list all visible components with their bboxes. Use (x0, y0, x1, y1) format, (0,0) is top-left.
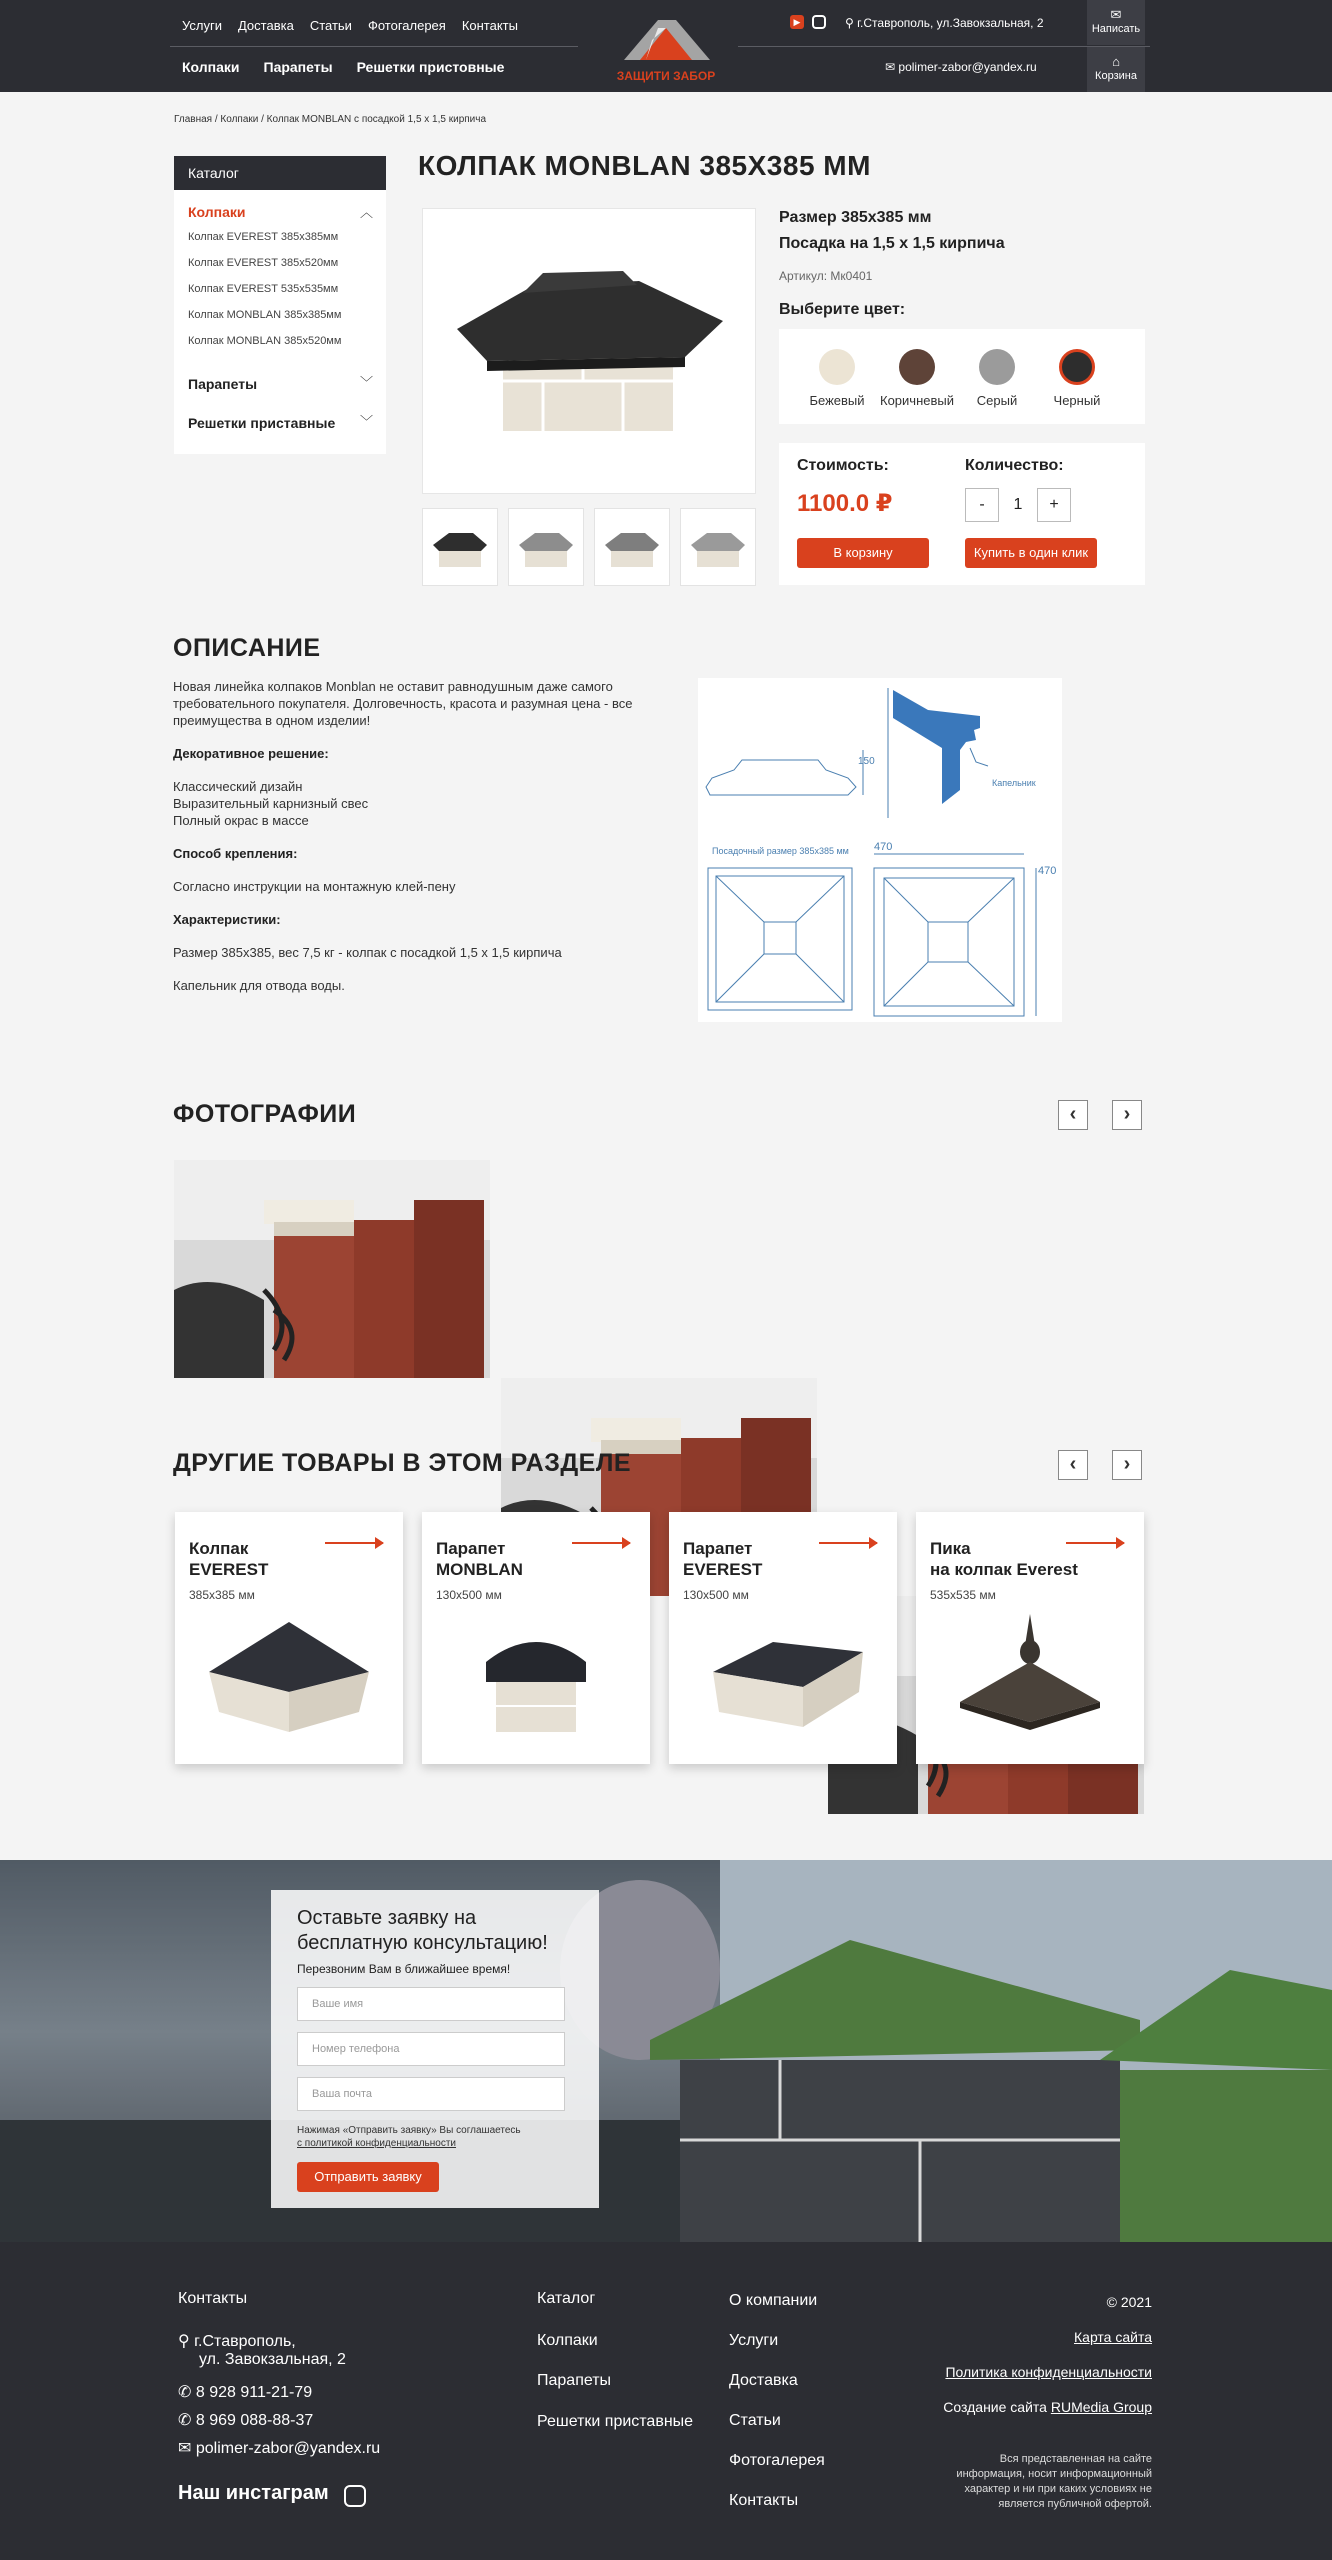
one-click-buy-button[interactable]: Купить в один клик (965, 538, 1097, 568)
mail-icon: ✉ (885, 60, 899, 74)
chevron-up-icon[interactable]: ︿ (360, 205, 374, 220)
nav-uslugi[interactable]: Услуги (182, 18, 222, 33)
site-credit (900, 2399, 1152, 2415)
mount-title-text: Способ крепления: (173, 846, 298, 861)
qty-plus-button[interactable]: + (1037, 488, 1071, 522)
sidebar-active-group[interactable]: Колпаки (188, 204, 246, 220)
footer-link[interactable]: Контакты (729, 2492, 799, 2509)
sidebar-item[interactable]: Колпак MONBLAN 385x520мм (188, 335, 342, 347)
phone-input[interactable]: Номер телефона (297, 2032, 565, 2066)
card-title (930, 1538, 1078, 1580)
card-title-line: Колпак (189, 1539, 249, 1558)
spec-text: Размер 385х385, вес 7,5 кг - колпак с посадкой 1,5 х 1,5 кирпича (173, 945, 562, 960)
drip-text: Капельник для отвода воды. (173, 978, 345, 993)
site-header (0, 0, 1332, 92)
header-address (845, 16, 1044, 30)
divider (170, 46, 578, 47)
footer-instagram[interactable] (178, 2482, 329, 2505)
deco-item: Классический дизайн (173, 779, 303, 794)
card-size: 130х500 мм (683, 1588, 749, 1602)
logo-text: ЗАЩИТИ ЗАБОР (616, 69, 716, 83)
footer-link[interactable]: Доставка (729, 2372, 798, 2389)
disclaimer: Вся представленная на сайте информация, носит информационный характер и ни при каких условиях не является публичной офертой. (956, 2453, 1152, 2510)
sidebar-item[interactable]: Колпак EVEREST 385x385мм (188, 231, 339, 243)
color-label: Коричневый (880, 393, 954, 408)
footer-address (178, 2331, 346, 2369)
product-card[interactable] (175, 1512, 403, 1764)
consult-form (271, 1890, 599, 2208)
nav-dostavka[interactable]: Доставка (237, 18, 294, 33)
related-title: ДРУГИЕ ТОВАРЫ В ЭТОМ РАЗДЕЛЕ (173, 1449, 632, 1477)
product-title: КОЛПАК MONBLAN 385Х385 ММ (418, 150, 871, 181)
footer-phone-1[interactable] (178, 2382, 312, 2402)
qty-input[interactable]: 1 (1013, 496, 1023, 513)
thumb-image (423, 509, 497, 585)
mount-text: Согласно инструкции на монтажную клей-пену (173, 879, 456, 894)
logo-roof-icon (606, 10, 726, 66)
form-title: Оставьте заявку на бесплатную консультацию! (297, 1907, 548, 1954)
thumbnail[interactable] (508, 508, 584, 586)
main-nav (182, 59, 528, 77)
cart-button[interactable] (1087, 47, 1145, 92)
card-title (189, 1538, 268, 1580)
header-email[interactable] (885, 60, 1037, 74)
sidebar-group-reshetki[interactable]: Решетки приставные (188, 415, 336, 431)
write-label: Написать (1091, 23, 1141, 35)
catalog-sidebar (174, 156, 386, 454)
card-title-line: на колпак Everest (930, 1560, 1078, 1579)
product-card[interactable] (422, 1512, 650, 1764)
dim-470-height: 470 (1038, 865, 1057, 877)
footer-link[interactable]: Фотогалерея (729, 2452, 825, 2469)
arrow-right-icon[interactable] (1066, 1542, 1124, 1544)
dim-150: 150 (858, 756, 875, 767)
photos-title: ФОТОГРАФИИ (173, 1100, 357, 1128)
nav-stati[interactable]: Статьи (309, 18, 352, 33)
deco-item: Выразительный карнизный свес (173, 796, 369, 811)
product-specs (779, 205, 1005, 257)
product-size: Размер 385х385 мм (779, 209, 932, 226)
footer-catalog-link[interactable]: Парапеты (537, 2372, 612, 2389)
spec-title-text: Характеристики: (173, 912, 281, 927)
product-main-image[interactable] (422, 208, 756, 494)
sidebar-item[interactable]: Колпак EVEREST 385x520мм (188, 257, 339, 269)
deco-title-text: Декоративное решение: (173, 746, 329, 761)
sidebar-group-parapety[interactable]: Парапеты (188, 376, 258, 392)
swatch (819, 349, 855, 385)
color-picker (779, 329, 1145, 424)
form-subtitle: Перезвоним Вам в ближайшее время! (297, 1962, 511, 1976)
sitemap-link[interactable]: Карта сайта (1074, 2329, 1152, 2345)
kapelnik-label: Капельник (992, 778, 1036, 788)
product-fit: Посадка на 1,5 х 1,5 кирпича (779, 235, 1005, 252)
color-label: Бежевый (809, 393, 865, 408)
color-option-black[interactable] (1037, 349, 1117, 408)
phone-icon: ✆ (178, 2412, 192, 2429)
privacy-link[interactable]: с политикой конфиденциальности (297, 2138, 457, 2149)
price-value: 1100.0 ₽ (797, 490, 893, 517)
purchase-box (779, 443, 1145, 585)
qty-minus-button[interactable]: - (965, 488, 999, 522)
email-text: polimer-zabor@yandex.ru (898, 60, 1037, 74)
envelope-icon: ✉ (1110, 7, 1122, 22)
product-card[interactable] (916, 1512, 1144, 1764)
footer-contacts-title: Контакты (178, 2290, 248, 2307)
email-text: polimer-zabor@yandex.ru (195, 2440, 381, 2457)
sidebar-item[interactable]: Колпак EVEREST 535x535мм (188, 283, 339, 295)
footer-link[interactable]: Статьи (729, 2412, 781, 2429)
write-button[interactable] (1087, 0, 1145, 45)
thumb-image (681, 509, 755, 585)
address-text: г.Ставрополь, ул.Завокзальная, 2 (857, 16, 1044, 30)
footer-phone-2[interactable] (178, 2410, 313, 2430)
footer-email[interactable] (178, 2438, 380, 2458)
copyright: © 2021 (1106, 2294, 1152, 2310)
phone-text: 8 969 088-88-37 (195, 2412, 314, 2429)
photos-next-button[interactable]: › (1112, 1100, 1142, 1130)
card-size: 130х500 мм (436, 1588, 502, 1602)
nav-kontakty[interactable]: Контакты (461, 18, 518, 33)
deco-item: Полный окрас в массе (173, 813, 309, 828)
card-size: 535х535 мм (930, 1588, 996, 1602)
chevron-down-icon[interactable]: ﹀ (360, 375, 374, 390)
arrow-right-icon[interactable] (572, 1542, 630, 1544)
card-title (436, 1538, 523, 1580)
color-label: Серый (976, 393, 1018, 408)
card-title-line: EVEREST (189, 1560, 269, 1579)
dim-470-width: 470 (874, 841, 893, 853)
address-line: г.Ставрополь, (194, 2333, 296, 2350)
arrow-right-icon[interactable] (819, 1542, 877, 1544)
card-title-line: Парапет (436, 1539, 506, 1558)
footer-catalog-title: Каталог (537, 2290, 596, 2307)
swatch-selected (1059, 349, 1095, 385)
technical-drawing[interactable] (698, 678, 1062, 1022)
footer-catalog-link[interactable]: Колпаки (537, 2332, 598, 2349)
card-size: 385х385 мм (189, 1588, 255, 1602)
arrow-right-icon[interactable] (325, 1542, 383, 1544)
agree-text (297, 2124, 521, 2150)
thumb-image (509, 509, 583, 585)
spec-title (173, 911, 643, 928)
submit-button[interactable]: Отправить заявку (297, 2162, 439, 2192)
youtube-icon[interactable]: ▶ (790, 15, 804, 29)
card-image (683, 1612, 883, 1752)
phone-text: 8 928 911-21-79 (195, 2384, 313, 2401)
price-label: Стоимость: (797, 457, 889, 474)
drawing-svg (698, 678, 1062, 1022)
swatch (979, 349, 1015, 385)
top-nav (182, 17, 534, 35)
card-title-line: EVEREST (683, 1560, 763, 1579)
footer (0, 2242, 1332, 2560)
address-line: ул. Завокзальная, 2 (199, 2351, 346, 2368)
phone-icon: ✆ (178, 2384, 192, 2401)
choose-color-label: Выберите цвет: (779, 301, 906, 318)
mount-title (173, 845, 643, 862)
thumbnail[interactable] (594, 508, 670, 586)
color-option-brown[interactable] (877, 349, 957, 408)
name-input[interactable]: Ваше имя (297, 1987, 565, 2021)
qty-label: Количество: (965, 457, 1064, 474)
color-option-gray[interactable] (957, 349, 1037, 408)
footer-link[interactable]: О компании (729, 2292, 818, 2309)
gallery-photo[interactable] (174, 1160, 490, 1378)
photos-prev-button[interactable]: ‹ (1058, 1100, 1088, 1130)
product-card[interactable] (669, 1512, 897, 1764)
agree-line: Нажимая «Отправить заявку» Вы соглашаетесь (297, 2125, 521, 2136)
sidebar-title: Каталог (174, 156, 386, 190)
logo[interactable] (606, 10, 726, 83)
thumbnail[interactable] (680, 508, 756, 586)
fence-photo-image (174, 1160, 490, 1378)
nav-reshetki[interactable]: Решетки пристовные (356, 59, 505, 75)
deco-title (173, 745, 643, 762)
instagram-icon[interactable] (812, 15, 826, 29)
description-intro: Новая линейка колпаков Monblan не оставит равнодушным даже самого требовательного покупателя. Долговечность, красота и разумная цена - все преимущества в одном изделии! (173, 679, 633, 728)
color-option-beige[interactable] (797, 349, 877, 408)
card-title-line: Парапет (683, 1539, 753, 1558)
card-image (189, 1612, 389, 1752)
thumbnail[interactable] (422, 508, 498, 586)
consult-banner (0, 1860, 1332, 2242)
nav-fotogalereya[interactable]: Фотогалерея (367, 18, 446, 33)
footer-catalog-link[interactable]: Решетки приставные (537, 2413, 694, 2430)
instagram-label: Наш инстаграм (178, 2482, 329, 2504)
chevron-down-icon[interactable]: ﹀ (360, 414, 374, 429)
fit-size-label: Посадочный размер 385х385 мм (712, 846, 849, 856)
add-to-cart-button[interactable]: В корзину (797, 538, 929, 568)
nav-kolpaki[interactable]: Колпаки (182, 59, 240, 75)
swatch (899, 349, 935, 385)
privacy-policy-link[interactable]: Политика конфиденциальности (945, 2364, 1152, 2380)
card-title-line: Пика (930, 1539, 971, 1558)
card-image (436, 1612, 636, 1752)
card-title-line: MONBLAN (436, 1560, 523, 1579)
pin-icon: ⚲ (178, 2333, 190, 2350)
description-title: ОПИСАНИЕ (173, 634, 321, 662)
thumb-image (595, 509, 669, 585)
color-label: Черный (1053, 393, 1101, 408)
mail-icon: ✉ (178, 2440, 192, 2457)
credit-prefix: Создание сайта (943, 2399, 1047, 2415)
developer-link[interactable]: RUMedia Group (1050, 2399, 1152, 2415)
card-image (930, 1612, 1130, 1752)
cap-image (423, 209, 757, 495)
roof-background-image (0, 1860, 1332, 2242)
related-next-button[interactable]: › (1112, 1450, 1142, 1480)
product-article: Артикул: Мк0401 (779, 269, 873, 283)
breadcrumb[interactable]: Главная / Колпаки / Колпак MONBLAN с посадкой 1,5 х 1,5 кирпича (174, 114, 487, 125)
cart-label: Корзина (1095, 70, 1137, 82)
deco-list (173, 778, 643, 829)
card-title (683, 1538, 762, 1580)
basket-icon: ⌂ (1112, 54, 1120, 69)
pin-icon: ⚲ (845, 16, 858, 30)
email-input[interactable]: Ваша почта (297, 2077, 565, 2111)
sidebar-item[interactable]: Колпак MONBLAN 385x385мм (188, 309, 342, 321)
instagram-icon[interactable] (344, 2485, 366, 2507)
description-text (173, 678, 643, 1010)
footer-link[interactable]: Услуги (729, 2332, 779, 2349)
nav-parapety[interactable]: Парапеты (263, 59, 333, 75)
related-prev-button[interactable]: ‹ (1058, 1450, 1088, 1480)
